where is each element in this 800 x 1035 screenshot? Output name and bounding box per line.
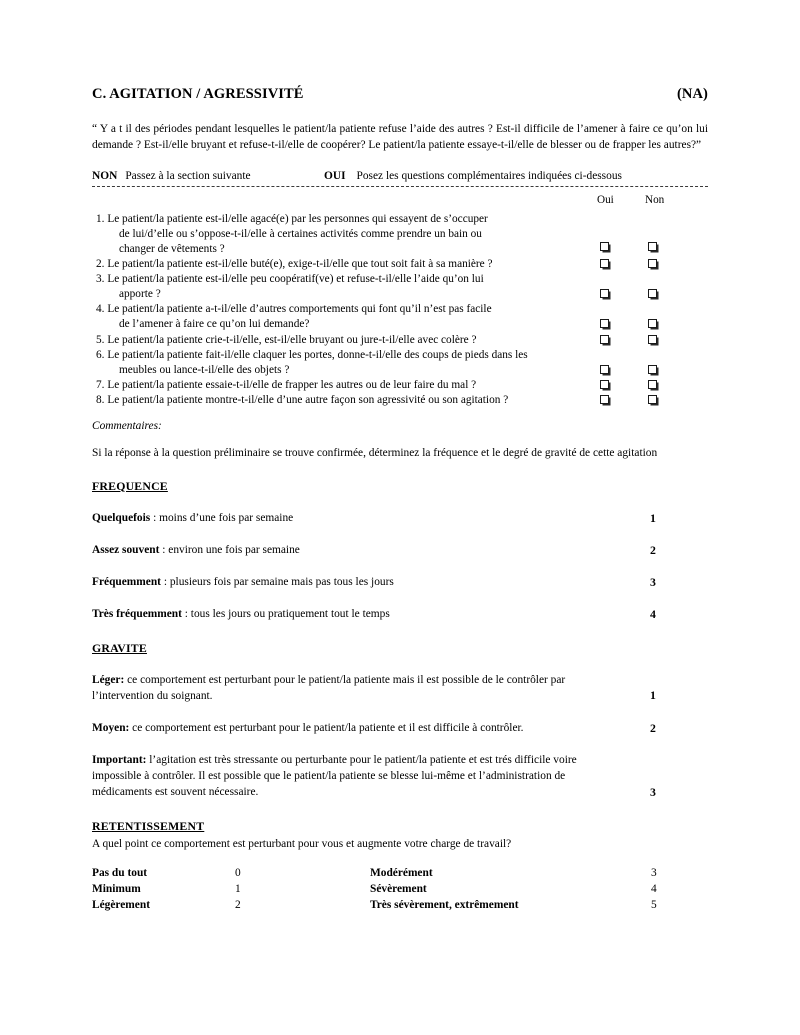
gravite-item-body	[92, 672, 612, 704]
checkbox-oui[interactable]	[600, 335, 609, 346]
gravite-item-score: 2	[650, 720, 656, 735]
question-row	[92, 272, 708, 302]
gravite-item	[92, 672, 708, 704]
table-row	[92, 865, 708, 881]
retentissement-right-label: Modérément	[370, 866, 433, 879]
checkbox-non[interactable]	[648, 365, 657, 376]
frequence-item-label: Quelquefois	[92, 511, 151, 524]
frequence-item-text: : tous les jours ou pratiquement tout le temps	[181, 608, 390, 621]
checkbox-oui[interactable]	[600, 365, 609, 376]
checkbox-oui[interactable]	[600, 289, 609, 300]
gravite-item-line: contrôler par l’intervention du soignant.	[92, 673, 566, 702]
gravite-item	[92, 752, 708, 801]
frequence-item-score: 3	[650, 575, 656, 590]
retentissement-right-score: 4	[651, 882, 657, 895]
question-line: meubles ou lance-t-il/elle des objets ?	[119, 363, 290, 376]
table-row	[92, 897, 708, 913]
question-row	[92, 378, 708, 393]
question-number: 8.	[96, 393, 105, 406]
checkbox-non[interactable]	[648, 380, 657, 391]
heading-frequence: FREQUENCE	[92, 478, 168, 493]
gravite-item-label: Important:	[92, 754, 147, 767]
question-line: Le patient/la patiente montre-t-il/elle d’une autre façon son agressivité ou son agitation ?	[107, 393, 509, 406]
retentissement-right-score: 5	[651, 898, 657, 911]
question-line: Le patient/la patiente fait-il/elle claquer les portes, donne-t-il/elle des coups de pieds dans les	[107, 348, 528, 361]
question-number: 2.	[96, 258, 105, 271]
intro-paragraph: “ Y a t il des périodes pendant lesquelles le patient/la patiente refuse l’aide des autres ? Est-il difficile de l’amener à faire ce qu’on lui demande ? Est-il/elle bruyant et refuse-t-il/elle de coopérer? Le patient/la patiente essaye-t-il/elle de blesser ou de frapper les autres?”	[92, 123, 708, 152]
question-number: 3.	[96, 273, 105, 286]
retentissement-left-label: Pas du tout	[92, 866, 148, 879]
question-line: Le patient/la patiente est-il/elle peu coopératif(ve) et refuse-t-il/elle l’aide qu’on lui	[107, 273, 484, 286]
non-label: NON	[92, 170, 118, 183]
question-text	[96, 393, 601, 408]
question-text	[96, 348, 601, 378]
checkbox-non[interactable]	[648, 395, 657, 406]
frequence-item	[92, 542, 708, 558]
frequence-item-label: Assez souvent	[92, 543, 160, 556]
question-line: Le patient/la patiente essaie-t-il/elle de frapper les autres ou de leur faire du mal ?	[107, 378, 477, 391]
frequence-item-body	[92, 510, 612, 526]
retentissement-question: A quel point ce comportement est perturbant pour vous et augmente votre charge de travail?	[92, 837, 512, 850]
non-branch	[92, 170, 324, 182]
retentissement-left-score: 0	[235, 866, 241, 879]
question-line: Le patient/la patiente est-il/elle buté(e), exige-t-il/elle que tout soit fait à sa manière ?	[107, 258, 493, 271]
frequence-item-text: : moins d’une fois par semaine	[150, 511, 294, 524]
gravite-item-line: ce comportement est perturbant pour le patient/la patiente mais il est possible de le	[124, 673, 504, 686]
gravite-item	[92, 720, 708, 736]
gravite-item-line: l’agitation est très stressante ou perturbante pour le patient/la patiente et est trés	[146, 754, 512, 767]
gravite-item-line: lui-même et l’administration de médicaments est souvent nécessaire.	[92, 770, 566, 799]
page-title: C. AGITATION / AGRESSIVITÉ	[92, 86, 304, 102]
frequence-item-score: 2	[650, 542, 656, 557]
section-header	[92, 86, 708, 103]
gravite-item-line: ce comportement est perturbant pour le patient/la patiente et il est difficile à contrôler.	[129, 721, 524, 734]
retentissement-right-score: 3	[651, 866, 657, 879]
column-header-oui: Oui	[597, 194, 614, 207]
question-line: apporte ?	[119, 288, 161, 301]
frequence-item-body	[92, 542, 612, 558]
question-text	[96, 333, 601, 348]
question-text	[96, 378, 601, 393]
heading-gravite: GRAVITE	[92, 640, 147, 655]
gravite-item-label: Moyen:	[92, 721, 130, 734]
retentissement-left-label: Légèrement	[92, 898, 150, 911]
question-column-headers	[92, 194, 708, 209]
frequence-item-score: 4	[650, 607, 656, 622]
checkbox-non[interactable]	[648, 289, 657, 300]
question-line: changer de vêtements ?	[119, 243, 225, 256]
question-line: Le patient/la patiente a-t-il/elle d’autres comportements qui font qu’il n’est pas facile	[107, 303, 492, 316]
question-line: de l’amener à faire ce qu’on lui demande?	[119, 318, 310, 331]
frequence-item-label: Très fréquemment	[92, 608, 182, 621]
gravite-item-line: difficile voire impossible à contrôler. Il est possible que le patient/la patiente se blesse	[92, 754, 577, 783]
dashed-divider	[92, 186, 708, 187]
question-number: 7.	[96, 378, 105, 391]
gravite-item-body	[92, 720, 652, 736]
question-text	[96, 272, 601, 302]
question-line: Le patient/la patiente crie-t-il/elle, est-il/elle bruyant ou jure-t-il/elle avec colère ?	[107, 333, 477, 346]
retentissement-left-score: 1	[235, 882, 241, 895]
question-row	[92, 393, 708, 408]
question-row	[92, 257, 708, 272]
frequence-item	[92, 510, 708, 526]
checkbox-oui[interactable]	[600, 242, 609, 253]
gravite-item-body	[92, 752, 612, 801]
question-line: Le patient/la patiente est-il/elle agacé(e) par les personnes qui essayent de s’occuper	[107, 213, 488, 226]
document-content	[92, 86, 708, 913]
checkbox-non[interactable]	[648, 319, 657, 330]
oui-text: Posez les questions complémentaires indiquées ci-dessous	[356, 170, 622, 183]
question-text	[96, 212, 601, 257]
question-row	[92, 348, 708, 378]
retentissement-left-score: 2	[235, 898, 241, 911]
frequence-item	[92, 606, 708, 622]
retentissement-left-label: Minimum	[92, 882, 141, 895]
table-row	[92, 881, 708, 897]
frequence-item-body	[92, 606, 612, 622]
question-number: 5.	[96, 333, 105, 346]
checkbox-non[interactable]	[648, 242, 657, 253]
frequence-item-body	[92, 574, 612, 590]
checkbox-non[interactable]	[648, 259, 657, 270]
question-text	[96, 302, 601, 332]
oui-label: OUI	[324, 170, 346, 183]
question-number: 4.	[96, 303, 105, 316]
na-marker: (NA)	[676, 86, 708, 102]
checkbox-oui[interactable]	[600, 395, 609, 406]
retentissement-right-label: Très sévèrement, extrêmement	[370, 898, 519, 911]
frequence-item-text: : plusieurs fois par semaine mais pas tous les jours	[160, 576, 394, 589]
checkbox-oui[interactable]	[600, 380, 609, 391]
frequence-item	[92, 574, 708, 590]
question-row	[92, 212, 708, 257]
question-text	[96, 257, 601, 272]
question-row	[92, 302, 708, 332]
heading-retentissement: RETENTISSEMENT	[92, 818, 205, 833]
gravite-item-score: 1	[650, 688, 656, 703]
question-number: 1.	[96, 213, 105, 226]
frequence-item-score: 1	[650, 510, 656, 525]
checkbox-non[interactable]	[648, 335, 657, 346]
oui-branch	[324, 170, 622, 182]
retentissement-right-label: Sévèrement	[370, 882, 427, 895]
commentaires-label: Commentaires:	[92, 419, 162, 432]
checkbox-oui[interactable]	[600, 319, 609, 330]
question-number: 6.	[96, 348, 105, 361]
frequence-item-label: Fréquemment	[92, 576, 161, 589]
question-line: de lui/d’elle ou s’oppose-t-il/elle à certaines activités comme prendre un bain ou	[119, 228, 482, 241]
checkbox-oui[interactable]	[600, 259, 609, 270]
question-list	[92, 212, 708, 407]
column-header-non: Non	[645, 194, 665, 207]
question-row	[92, 333, 708, 348]
non-text: Passez à la section suivante	[125, 170, 251, 183]
retentissement-table	[92, 865, 708, 913]
gravite-item-score: 3	[650, 784, 656, 799]
frequence-item-text: : environ une fois par semaine	[159, 543, 300, 556]
gravite-item-label: Léger:	[92, 673, 125, 686]
branching-instructions	[92, 170, 708, 182]
lead-paragraph: Si la réponse à la question préliminaire se trouve confirmée, déterminez la fréquence et le degré de gravité de cette agitation	[92, 446, 658, 459]
